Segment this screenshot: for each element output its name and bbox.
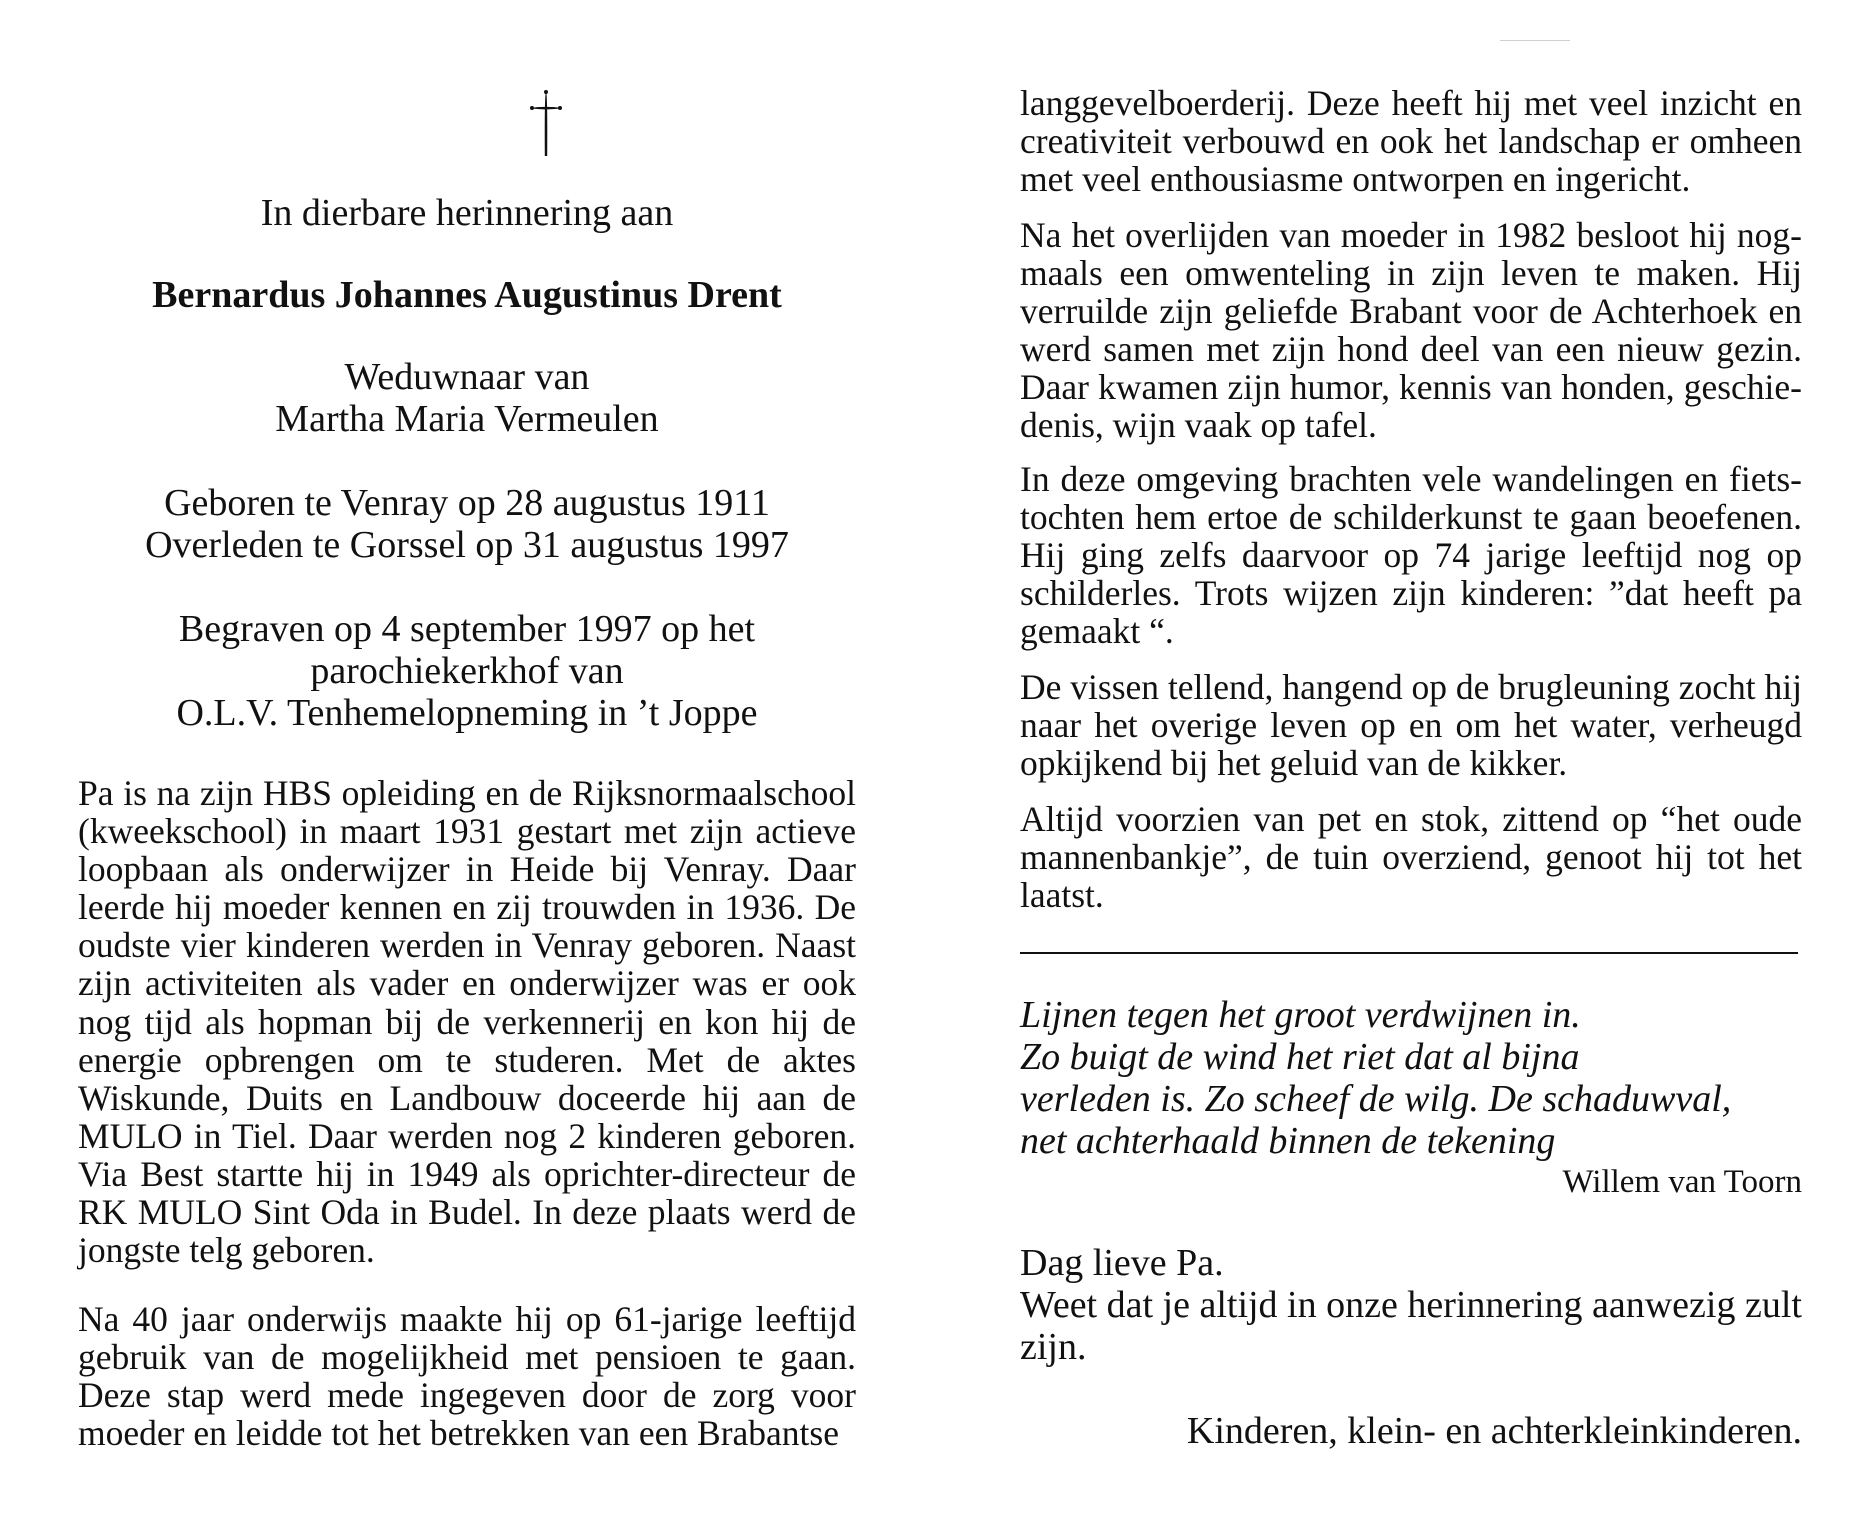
poem xyxy=(1020,994,1731,1162)
farewell-greeting: Dag lieve Pa. xyxy=(1020,1242,1224,1284)
farewell-message xyxy=(1020,1242,1802,1368)
death-line: Overleden te Gorssel op 31 augustus 1997 xyxy=(145,524,789,566)
spouse-name: Martha Maria Vermeulen xyxy=(275,398,659,440)
burial-line-1: Begraven op 4 september 1997 op het xyxy=(178,608,756,650)
burial-line-2: parochiekerkhof van xyxy=(310,650,624,692)
poem-author: Willem van Toorn xyxy=(1562,1164,1802,1200)
divider-line xyxy=(1020,952,1798,954)
poem-line: verleden is. Zo scheef de wilg. De schaduwval, xyxy=(1020,1078,1732,1120)
farewell-text: Weet dat je altijd in onze herinnering aanwezig zult zijn. xyxy=(1020,1284,1802,1368)
biography-paragraph-5: In deze omgeving brachten vele wandelingen en fietstochten hem ertoe de schilderkunst te gaan beoefenen. Hij ging zelfs daarvoor op 74 jarige leeftijd nog op schilderles. Trots wijzen zijn kinderen: ”dat heeft pa gemaakt “. xyxy=(1020,459,1802,652)
poem-line: Zo buigt de wind het riet dat al bijna xyxy=(1020,1036,1580,1078)
cross-icon xyxy=(528,88,564,158)
deceased-name: Bernardus Johannes Augustinus Drent xyxy=(152,274,782,316)
spouse-label: Weduwnaar van xyxy=(344,356,590,398)
biography-paragraph-1: Pa is na zijn HBS opleiding en de Rijksnormaalschool (kweekschool) in maart 1931 gestart met zijn actieve loopbaan als onderwijzer in Heide bij Venray. Daar leerde hij moeder kennen en zij trouwden in 1936. De oudste vier kinderen werden in Venray geboren. Naast zijn activiteiten als vader en onderwijzer was er ook nog tijd als hopman bij de verkennerij en kon hij de energie opbrengen om te studeren. Met de aktes Wiskunde, Duits en Landbouw doceerde hij aan de MULO in Tiel. Daar werden nog 2 kinderen geboren. Via Best startte hij in 1949 als oprichter-directeur de RK MULO Sint Oda in Budel. In deze plaats werd de jongste telg geboren. xyxy=(78,773,856,1271)
signoff: Kinderen, klein- en achterkleinkinderen. xyxy=(1186,1410,1802,1452)
poem-line: Lijnen tegen het groot verdwijnen in. xyxy=(1020,994,1581,1036)
birth-line: Geboren te Venray op 28 augustus 1911 xyxy=(164,482,770,524)
biography-paragraph-4: Na het overlijden van moeder in 1982 besloot hij nogmaals een omwenteling in zijn leven te maken. Hij verruilde zijn geliefde Brabant voor de Achterhoek en werd samen met zijn hond deel van een nieuw gezin. Daar kwamen zijn humor, kennis van honden, geschiedenis, wijn vaak op tafel. xyxy=(1020,215,1802,446)
biography-paragraph-6: De vissen tellend, hangend op de brugleuning zocht hij naar het overige leven op en om het water, verheugd opkijkend bij het geluid van de kikker. xyxy=(1020,667,1802,784)
biography-paragraph-2: Na 40 jaar onderwijs maakte hij op 61-jarige leeftijd gebruik van de mogelijkheid met pensioen te gaan. Deze stap werd mede ingegeven door de zorg voor moeder en leidde tot het betrekken van een Brabantse xyxy=(78,1299,856,1454)
burial-line-3: O.L.V. Tenhemelopneming in ’t Joppe xyxy=(176,692,758,734)
intro-text: In dierbare herinnering aan xyxy=(260,192,674,234)
scan-artifact xyxy=(1500,40,1570,41)
biography-paragraph-7: Altijd voorzien van pet en stok, zittend op “het oude mannenbankje”, de tuin overziend, genoot hij tot het laatst. xyxy=(1020,799,1802,916)
biography-paragraph-3: langgevelboerderij. Deze heeft hij met veel inzicht en creativiteit verbouwd en ook het landschap er omheen met veel enthousiasme ontworpen en ingericht. xyxy=(1020,83,1802,200)
poem-line: net achterhaald binnen de tekening xyxy=(1020,1120,1556,1162)
